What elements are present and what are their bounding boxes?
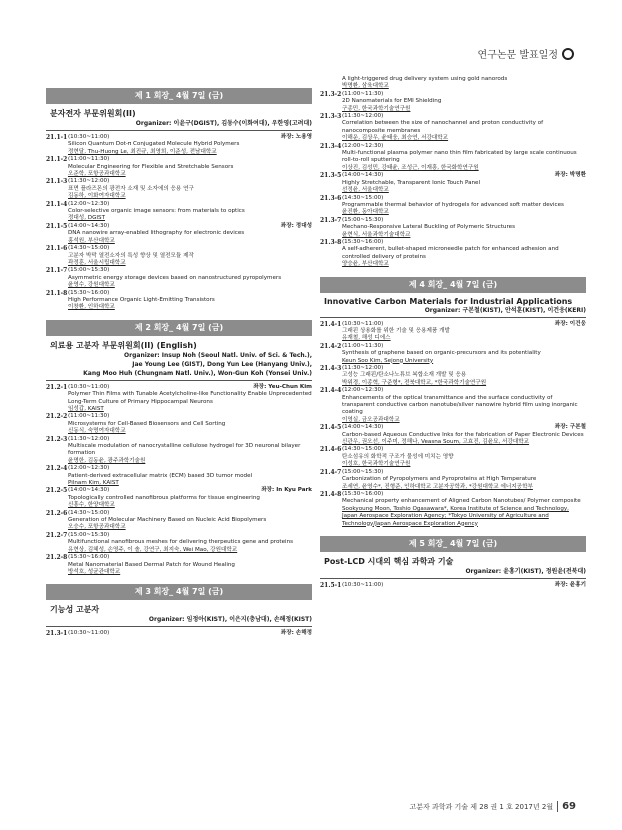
entry-body [68,267,312,289]
entry-id: 21.2-3 [46,435,68,443]
entry-time-row [342,143,586,150]
entry-title: Asymmetric energy storage devices based on nanostructured pyropolymers [68,274,282,281]
session-title: 의료용 고분자 부문위원회(II) (English) [50,340,197,350]
entry-authors: 윤진환, 동아대학교 [342,209,389,216]
entry-time-row [68,413,312,420]
circle-icon [562,48,574,60]
program-entry [320,239,586,269]
program-entry [320,172,586,194]
entry-time: (14:30~15:00) [342,446,384,453]
entry-time: (12:00~12:30) [342,387,384,394]
entry-chair: 좌장: 구본철 [554,424,586,431]
program-entry [320,582,586,589]
entry-title: Multi-functional plasma polymer nano thin film fabricated by large scale continuous roll-to-roll sputtering [342,150,577,164]
entry-body [68,487,312,509]
entry-authors: 방석호, 성균관대학교 [68,568,121,575]
entry-time-row [342,172,586,179]
entry-id: 21.4-2 [320,342,342,350]
program-entry [320,365,586,387]
entry-time: (11:00~11:30) [68,156,110,163]
entry-time-row [68,223,312,230]
divider [320,578,586,579]
entry-time: (14:30~15:00) [68,245,110,252]
entry-id: 21.3-8 [320,238,342,246]
entry-time-row [342,343,586,350]
session-banner: 제 2 회장_ 4월 7일 (금) [46,320,312,336]
entry-title: A self-adherent, bullet-shaped microneedle patch for enhanced adhesion and controlled delivery of proteins [342,246,559,260]
session-title: 기능성 고분자 [50,605,100,615]
entry-body [68,245,312,267]
session-title: Post-LCD 시대의 핵심 과학과 기술 [324,556,454,566]
entry-time: (15:30~16:00) [342,238,384,245]
entry-chair: 좌장: 손해정 [280,630,312,637]
entry-body [342,143,586,173]
entry-time-row [68,510,312,517]
entry-time-row [68,290,312,297]
entry-body [68,436,312,466]
entry-title: Carbon-based Aqueous Conductive Inks for the fabrication of Paper Electronic Devices [342,431,584,438]
program-entry [320,491,586,528]
entry-chair: 좌장: Yeu-Chun Kim [253,383,312,390]
entry-time: (14:00~14:30) [342,172,384,179]
session-organizer: Organizer: 이윤구(DGIST), 김동수(이화여대), 우한영(고려대) [135,120,312,127]
entry-id: 21.1-4 [46,200,68,208]
entry-id: 21.3-5 [320,172,342,180]
entry-id: 21.5-1 [320,581,342,589]
right-column [320,76,586,589]
entry-time: (10:30~11:00) [68,630,110,637]
entry-time: (12:00~12:30) [68,465,110,472]
entry-authors: 오준학, 포항공과대학교 [68,171,126,178]
entry-time-row [342,195,586,202]
entry-authors: Sookyoung Moon, Toshio Ogasawara*, Korea Institute of Science and Technology, Japan Aerospace Exploration Agency; *Tokyo University of Agriculture and Technology/Japan Aerospace Exploration Agency [342,505,569,527]
entry-id: 21.2-7 [46,531,68,539]
entry-title: Multiscale modulation of nanocrystalline cellulose hydrogel for 3D neuronal bilayer formation [68,443,301,457]
program-entry [320,195,586,217]
program-entry [320,91,586,113]
entry-time: (10:30~11:00) [342,320,384,327]
entry-title: Enhancements of the optical transmittance and the surface conductivity of transparent conductive carbon nanotube/silver nanowire hybrid film using inorganic coating [342,394,578,416]
entry-title: 2D Nanomaterials for EMI Shielding [342,98,442,105]
entry-time-row [342,239,586,246]
entry-body [68,465,312,487]
entry-id: 21.2-8 [46,554,68,562]
entry-title: 고성능 그래핀/탄소나노튜브 복합소재 개발 및 응용 [342,372,467,379]
entry-authors: 이성호, 한국과학기술연구원 [342,461,411,468]
program-entry [46,436,312,466]
entry-time: (12:00~12:30) [68,200,110,207]
program-entry [46,178,312,200]
entry-title: Patient-derived extracellular matrix (ECM) based 3D tumor model [68,472,253,479]
continued-title: A light-triggered drug delivery system using gold nanorods [342,76,508,82]
entry-time: (15:00~15:30) [342,468,384,475]
entry-time-row [342,217,586,224]
entry-body [342,469,586,491]
entry-id: 21.4-8 [320,490,342,498]
entry-title: Multifunctional nanofibrous meshes for delivering therpeutics gene and proteins [68,539,294,546]
entry-id: 21.1-2 [46,156,68,164]
entry-title: Carbonization of Pyropolymers and Pyroproteins at High Temperature [342,476,537,483]
entry-chair: 좌장: 정대성 [280,222,312,229]
entry-title: 탄소섬유의 화학적 구조가 물성에 미치는 영향 [342,453,454,460]
program-entry [320,469,586,491]
divider [46,130,312,131]
entry-id: 21.3-3 [320,113,342,121]
entry-id: 21.4-7 [320,468,342,476]
entry-id: 21.1-8 [46,289,68,297]
entry-id: 21.3-2 [320,90,342,98]
page-number: 69 [557,801,576,812]
entry-time-row [68,134,312,141]
divider [46,380,312,381]
entry-body [68,134,312,156]
entry-authors: 조세연, 윤영수*, 진형준, 인하대학교 고분자공학과, *강원대학교 에너지공학부 [342,483,533,490]
entry-id: 21.1-6 [46,245,68,253]
entry-body [342,446,586,468]
entry-authors: 윤현식, 서울과학기술대학교 [342,231,411,238]
entry-id: 21.4-5 [320,424,342,432]
entry-title: DNA nanowire array-enabled lithography for electronic devices [68,230,245,237]
entry-time: (11:00~11:30) [342,342,384,349]
entry-time: (12:00~12:30) [342,142,384,149]
program-entry [320,143,586,173]
entry-id: 21.3-7 [320,216,342,224]
entry-authors: 이창환, 인하대학교 [68,304,115,311]
entry-authors: 신관우, 권오선, 이주미, 정해나, Veasna Soum, 고효진, 김윤묘, 서강대학교 [342,439,530,446]
entry-time-row [68,156,312,163]
entry-id: 21.4-6 [320,446,342,454]
entry-authors: 정대성, DGIST [68,215,106,222]
entry-time: (11:30~12:00) [68,178,110,185]
entry-chair: 좌장: 윤홍기 [554,581,586,588]
entry-title: High Performance Organic Light-Emitting Transistors [68,296,215,303]
entry-body [342,239,586,269]
program-entry [320,343,586,365]
entry-body [342,343,586,365]
entry-body [68,384,312,414]
session-organizer: Jae Young Lee (GIST), Dong Yun Lee (Hanyang Univ.), [132,360,312,368]
entry-title: Highly Stretchable, Transparent Ionic Touch Panel [342,179,481,186]
entry-id: 21.3-1 [46,630,68,638]
entry-time-row [68,245,312,252]
entry-id: 21.1-3 [46,178,68,186]
entry-id: 21.2-1 [46,383,68,391]
entry-time-row [68,487,312,494]
continued-authors [320,83,586,90]
entry-body [342,491,586,528]
session-banner: 제 3 회장_ 4월 7일 (금) [46,584,312,600]
entry-time: (14:00~14:30) [68,222,110,229]
entry-authors: 양승윤, 부산대학교 [342,261,389,268]
page-header [478,46,574,61]
entry-time: (11:00~11:30) [68,413,110,420]
entry-chair: 좌장: 박명환 [554,172,586,179]
entry-authors: 김동하, 이화여자대학교 [68,193,126,200]
entry-title: Synthesis of graphene based on organic-precursors and its potentiality [342,350,541,357]
entry-body [68,178,312,200]
entry-id: 21.3-4 [320,142,342,150]
program-entry [46,290,312,312]
entry-chair: 좌장: In Kyu Park [261,487,312,494]
entry-authors: 이상진, 김성민, 강태윤, 조성근, 이재흥, 한국화학연구원 [342,164,479,171]
program-entry [46,134,312,156]
entry-body [68,630,312,637]
entry-body [342,387,586,424]
entry-body [68,223,312,245]
entry-authors: 곽정훈, 서울시립대학교 [68,259,126,266]
session-organizer: Organizer: 구본철(KIST), 안석훈(KIST), 이건웅(KERI) [424,306,586,314]
entry-authors: 이영실, 금오공과대학교 [342,416,400,423]
entry-body [342,424,586,446]
entry-authors: 신흥수, 한양대학교 [68,502,115,509]
entry-body [342,217,586,239]
session-organizer: Organizer: 윤홍기(KIST), 정원윤(전북대) [465,567,586,575]
program-entry [320,424,586,446]
entry-body [342,321,586,343]
entry-time-row [342,582,586,589]
session-banner: 제 4 회장_ 4월 7일 (금) [320,277,586,293]
entry-chair: 좌장: 노용영 [280,134,312,140]
entry-id: 21.2-2 [46,413,68,421]
entry-time-row [68,178,312,185]
entry-body [342,582,586,589]
entry-time-row [68,630,312,637]
program-entry [46,156,312,178]
entry-body [342,172,586,194]
program-entry [46,554,312,576]
entry-time-row [68,532,312,539]
entry-body [342,91,586,113]
entry-title: Microsystems for Cell-Based Biosensors and Cell Sorting [68,420,226,427]
entry-authors: 박위경, 이종혁, 구준형*, 전북대학교, *한국과학기술연구원 [342,379,487,386]
entry-time-row [342,424,586,431]
program-entry [320,321,586,343]
entry-id: 21.2-4 [46,465,68,473]
entry-authors: 윤명한, 김동윤, 광주과학기술원 [68,457,146,464]
entry-title: Molecular Engineering for Flexible and Stretchable Sensors [68,163,234,170]
program-entry [46,413,312,435]
session-title: 분자전자 부문위원회(II) [50,109,136,118]
program-entry [46,267,312,289]
entry-time-row [342,387,586,394]
session-organizer: Organizer: 임정아(KIST), 이은지(충남대), 손해정(KIST) [148,616,312,624]
entry-title: Programmable thermal behavior of hydrogels for advanced soft matter devices [342,201,564,208]
entry-time-row [342,113,586,120]
entry-title: Generation of Molecular Machinery Based on Nucleic Acid Biopolymers [68,517,267,524]
entry-authors: 박명환, 삼육대학교 [342,83,389,90]
program-entry [320,446,586,468]
entry-time: (15:30~16:00) [68,554,110,561]
entry-body [68,413,312,435]
session-banner: 제 1 회장_ 4월 7일 (금) [46,88,312,104]
entry-time: (10:30~11:00) [68,134,110,140]
entry-time-row [342,91,586,98]
program-entry [46,465,312,487]
entry-id: 21.2-5 [46,487,68,495]
entry-time-row [68,465,312,472]
program-entry [46,630,312,637]
entry-time-row [68,267,312,274]
entry-authors: 구종민, 한국과학기술연구원 [342,105,411,112]
program-entry [46,510,312,532]
entry-body [68,156,312,178]
program-entry [46,201,312,223]
session-banner: 제 5 회장_ 4월 7일 (금) [320,536,586,552]
entry-body [68,290,312,312]
entry-body [342,113,586,143]
session-organizer: Organizer: Insup Noh (Seoul Natl. Univ. of Sci. & Tech.), [124,351,312,359]
entry-id: 21.4-1 [320,320,342,328]
entry-time-row [68,384,312,391]
entry-time: (10:30~11:00) [342,581,384,588]
entry-time: (11:30~12:00) [68,435,110,442]
entry-authors: 선정윤, 서울대학교 [342,187,389,194]
entry-time: (15:30~16:00) [342,490,384,497]
entry-authors: 유현상, 김혜성, 손영주, 이 솔, 강연구, 최지숙, Wei Mao, 강원대학교 [68,546,238,553]
entry-authors: 이해운, 김상우, 윤태웅, 최승연, 서강대학교 [342,135,449,142]
footer-journal: 고분자 과학과 기술 제 28 권 1 호 2017년 2월 [409,802,554,811]
entry-time: (15:30~16:00) [68,289,110,296]
program-entry [320,387,586,424]
entry-time: (15:00~15:30) [68,267,110,274]
entry-title: 고분자 박막 열전소자의 특성 향상 및 열전모듈 제작 [68,252,194,259]
entry-time-row [68,554,312,561]
entry-authors: Pilnam Kim, KAIST [68,480,119,487]
entry-id: 21.1-1 [46,134,68,141]
entry-authors: 정현달, Thu-Huong Le, 최진규, 최영희, 이준성, 전남대학교 [68,148,217,155]
entry-time-row [342,321,586,328]
entry-time: (14:00~14:30) [68,487,110,494]
page-footer [410,801,576,812]
session-title: Innovative Carbon Materials for Industrial Applications [324,296,573,306]
entry-time: (11:30~12:00) [342,365,384,371]
entry-time-row [68,436,312,443]
entry-body [68,554,312,576]
entry-id: 21.3-6 [320,194,342,202]
entry-id: 21.4-4 [320,387,342,395]
entry-time-row [68,201,312,208]
program-entry [46,245,312,267]
program-entry [320,217,586,239]
entry-time: (14:30~15:00) [68,509,110,516]
entry-time: (14:30~15:00) [342,194,384,201]
entry-title: Metal Nanomaterial Based Dermal Patch for Wound Healing [68,561,235,568]
entry-title: Silicon Quantum Dot-π Conjugated Molecule Hybrid Polymers [68,141,240,148]
entry-title: Correlation between the size of nanochannel and proton conductivity of nanocomposite membranes [342,120,544,134]
entry-body [68,201,312,223]
program-entry [46,532,312,554]
program-entry [46,487,312,509]
entry-authors: 임성갑, KAIST [68,405,104,412]
entry-authors: 윤영수, 강원대학교 [68,282,115,289]
entry-authors: 신동식, 숙명여자대학교 [68,428,126,435]
entry-title: Mechanical property enhancement of Aligned Carbon Nanotubes/ Polymer composite [342,498,581,505]
entry-id: 21.1-5 [46,222,68,230]
entry-time: (11:00~11:30) [342,90,384,97]
divider [320,317,586,318]
entry-time: (15:00~15:30) [342,216,384,223]
entry-authors: 홍석원, 부산대학교 [68,237,115,244]
divider [46,626,312,627]
entry-title: Polymer Thin Films with Tunable Acetylcholine-like Functionality Enable Unprecedented Long-Term Culture of Primary Hippocampal Neurons [68,391,312,405]
entry-time: (11:30~12:00) [342,113,384,120]
entry-id: 21.2-6 [46,509,68,517]
program-entry [46,384,312,414]
program-entry [46,223,312,245]
entry-title: Mechano-Responsive Lateral Buckling of Polymeric Structures [342,224,515,231]
session-organizer: Kang Moo Huh (Chungnam Natl. Univ.), Won-Gun Koh (Yonsei Univ.) [83,369,312,377]
entry-title: 그래핀 상용화를 위한 기술 및 응용제품 개발 [342,327,450,334]
entry-time-row [342,469,586,476]
entry-time: (15:00~15:30) [68,531,110,538]
entry-title: Topologically controlled nanofibrous platforms for tissue engineering [68,494,260,501]
entry-title: 표면 플라즈몬의 광전자 소재 및 소자에의 응용 연구 [68,185,194,192]
entry-body [342,195,586,217]
entry-authors: Keun Soo Kim, Sejong University [342,357,434,364]
entry-time: (10:30~11:00) [68,383,110,390]
entry-authors: 유재철, 해성 디에스 [342,335,391,342]
program-entry [320,113,586,143]
entry-body [342,365,586,387]
entry-body [68,510,312,532]
header-title: 연구논문 발표일정 [477,50,558,61]
entry-time: (14:00~14:30) [342,424,384,431]
left-column [46,88,312,638]
entry-body [68,532,312,554]
entry-id: 21.1-7 [46,267,68,275]
entry-id: 21.4-3 [320,365,342,372]
entry-time-row [342,446,586,453]
entry-title: Color-selective organic image sensors: from materials to optics [68,208,245,215]
entry-chair: 좌장: 이건웅 [554,320,586,327]
entry-time-row [342,491,586,498]
entry-authors: 오승수, 포항공과대학교 [68,524,126,531]
